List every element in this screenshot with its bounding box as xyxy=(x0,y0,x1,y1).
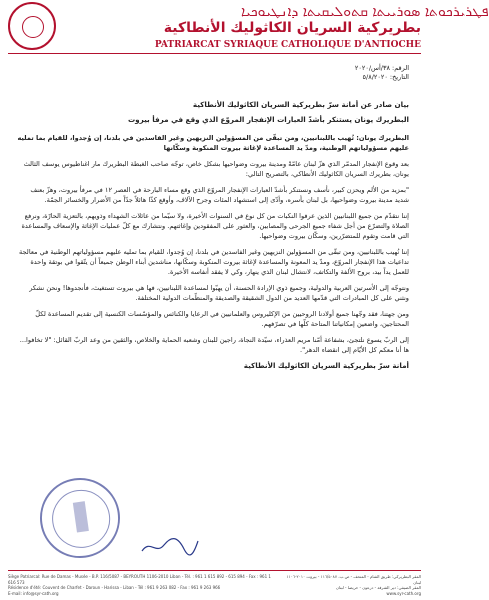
footer-address-fr: Siège Patriarcal: Rue de Damas - Musée - B.P. 116/5087 - BEYROUTH 1106-2010 Liban - Tél. : 961 1 615 892 - 615 894 - Fax : 961 1 616 573 xyxy=(8,574,271,585)
statement-paragraph-7: ومن جهتنا، فقد وجّهنا جميع أولادنا الروحيين من الإكليروس والعلمانيين في الرعايا والكنائس والمؤسّسات الكنسية إلى تقديم المساعدة لكلّ المحتاجين، واضعين إمكانياتنا المتاحة كلّها في تصرّفهم. xyxy=(35,310,409,328)
statement-paragraph-5: إننا نُهيب باللبنانيين، ومن تبقّى من المسؤولين النزيهين وغير الفاسدين في بلدنا، إن وُجدوا، للقيام بما تمليه عليهم مسؤولياتهم الوطنية في معالجة تداعيات هذا الإنفجار المروّع، ومدّ يد المعونة والمساعدة لإغاثة بيروت المنكوبة وسكّانها، مناشدين أبناء الوطن جميعاً أن يتّقوا في بوتقة واحدة للعمل يداً بيد، بروح الألفة والتكاتف، لانتشال لبنان الذي ينهار، وكي لا يفقد أنفاسه الأخيرة. xyxy=(19,248,409,276)
statement-paragraph-4: إننا نتقدّم من جميع اللبنانيين الذين عرفوا النكبات من كل نوع في السنوات الأخيرة، ولا سيّما من عائلات الشهداء وذويهم، بالتعزية الحارّة، ونرفع الصلاة والتضرّع من أجل شفاء جميع الجرحى والمصابين، والعثور على المفقودين وإغاثتهم. ونتشارك مع كلّ عمليات الإغاثة والإسعاف والمساعدة التي قامت وتقوم للمتضرّرين، وسكّان بيروت وضواحيها. xyxy=(21,212,409,240)
letterhead-syriac: ܦܛܪܝܪܟܘܬܐ ܣܘܪܝܝܬܐ ܩܬܘܠܝܩܝܬܐ ܕܐܢܛܝܘܟܝܐ xyxy=(241,4,489,20)
statement-subtitle: البطريرك يونان يستنكر بأشدّ العبارات الإنفجار المروّع الذي وقع في مرفأ بيروت xyxy=(127,115,409,124)
reference-block xyxy=(259,64,409,82)
handwritten-signature xyxy=(140,535,200,557)
footer-address-ar: المقر البطريركي: طريق الشام - المتحف - ص.ب. ١١٦/٥٠٨٧ - بيروت ٢٠١٠-١١٠٦ لبنان xyxy=(286,574,421,585)
statement-body xyxy=(17,100,409,377)
statement-paragraph-3: "بمزيد من الألم ويحزن كبير، نأسف ونستنكر بأشدّ العبارات الإنفجار المروّع الذي وقع مساء البارحة في العصر ١٢ في مرفأ بيروت، وهزّ بعنف شديد مدينة بيروت وضواحيها، بل لبنان بأسره، وأدّى إلى استشهاد المئات وجرح الآلاف، وأوقع كذّا هائلاً جدّاً من الأضرار والخسائر الجمّة. xyxy=(30,186,409,204)
letterhead-title-french: PATRIARCAT SYRIAQUE CATHOLIQUE D'ANTIOCHE xyxy=(154,40,421,50)
statement-paragraph-2: بعد وقوع الإنفجار المدمّر الذي هزّ لبنان عامّةً ومدينة بيروت وضواحيها بشكل خاص، توجّه صاحب الغبطة البطريرك مار اغناطيوس يوسف الثالث يونان، بطريرك السريان الكاثوليك الأنطاكي، بالتصريح التالي: xyxy=(23,160,409,178)
footer-summer-ar: المقر الصيفي: دير الشرفة - درعون - حريصا - لبنان xyxy=(336,585,421,590)
statement-paragraph-6: ونتوجّه إلى الأسرتين العربية والدولية، وجميع ذوي الإرادة الحسنة، أن يهبّوا لمساعدة اللبنانيين، فها هي بيروت تستغيث، فأنجدوها! ونحن نشكر ونثني على كل المبادرات التي قدّمها العديد من الدول الشقيقة والصديقة والمنظّمات الدولية المختلفة. xyxy=(29,284,409,302)
letterhead-title-arabic: بطريركية السريان الكاثوليك الأنطاكية xyxy=(163,20,421,36)
header-divider xyxy=(8,53,421,54)
patriarchate-emblem-icon xyxy=(8,2,56,50)
footer-arabic xyxy=(281,574,421,596)
statement-paragraph-1: البطريرك يونان: تُهيب باللبنانيين، ومن تبقّى من المسؤولين النزيهين وغير الفاسدين في بلدنا، إن وُجدوا، للقيام بما تمليه عليهم مسؤولياتهم الوطنية، ومدّ يد المساعدة لإغاثة بيروت المنكوبة وسكّانها xyxy=(17,134,409,152)
official-stamp xyxy=(35,473,125,563)
footer-website: www.syr-cath.org xyxy=(386,590,421,596)
letterhead-footer xyxy=(8,570,421,596)
statement-paragraph-8: إلى الربّ يسوع نلتجئ، بشفاعة أمّنا مريم العذراء، سيّدة النجاة، راجين للبنان وشعبه الحماية والخلاص، والثقين من وعد الربّ القائل: "لا تخافوا... ها أنا معكم كل الأيّام إلى انقضاء الدهر". xyxy=(19,336,409,354)
reference-number: الرقم: ٣٨/أس/٢٠٢٠ xyxy=(354,64,409,72)
footer-french xyxy=(8,574,278,596)
footer-email: E-mail: info@syr-cath.org xyxy=(8,590,59,596)
signature-line: أمانة سرّ بطريركية السريان الكاثوليك الأنطاكية xyxy=(243,361,409,370)
statement-title: بيان صادر عن أمانة سرّ بطريركية السريان الكاثوليك الأنطاكية xyxy=(192,100,409,109)
reference-date: التاريخ: ٥/٨/٢٠٢٠ xyxy=(362,73,409,81)
footer-row xyxy=(8,574,421,596)
footer-summer-fr: Résidence d'été: Couvent de Charfet - Daroun - Harissa - Liban - Tél : 961 9 263 082 - Fax : 961 9 263 966 xyxy=(8,585,221,590)
